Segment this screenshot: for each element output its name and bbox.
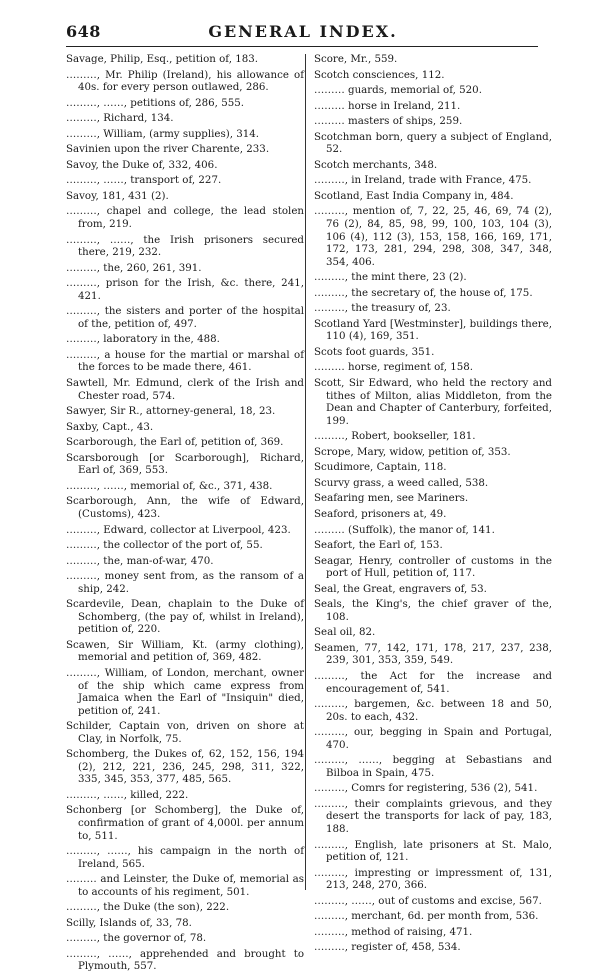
index-entry: ………, merchant, 6d. per month from, 536. [314, 910, 539, 923]
index-entry: ………, the collector of the port of, 55. [66, 539, 263, 552]
index-entry: ………, impresting or impressment of, 131, 213, 248, 270, 366. [314, 866, 552, 892]
index-entry: Scarsborough [or Scarborough], Richard, Earl of, 369, 553. [66, 451, 304, 477]
index-entry: Sawtell, Mr. Edmund, clerk of the Irish and Chester road, 574. [66, 377, 304, 402]
index-entry: Seamen, 77, 142, 171, 178, 217, 237, 238, 239, 301, 353, 359, 549. [314, 641, 552, 667]
index-entry: ………, Robert, bookseller, 181. [314, 430, 476, 443]
index-entry: ………, the Duke (the son), 222. [66, 901, 230, 914]
index-entry: ………, Richard, 134. [66, 112, 174, 125]
index-entry: Scarborough, Ann, the wife of Edward, (Customs), 423. [66, 495, 304, 520]
index-entry: ………, ……, transport of, 227. [66, 174, 222, 187]
index-entry: ………, chapel and college, the lead stolen from, 219. [66, 205, 304, 231]
index-entry: Scott, Sir Edward, who held the rectory and tithes of Milton, alias Middleton, from the Dean and Chapter of Canterbury, forfeited, 199. [314, 377, 552, 427]
index-entry: ………, Edward, collector at Liverpool, 423. [66, 523, 291, 536]
index-entry: ………, William, of London, merchant, owner of the ship which came express from Jamaica when the Earl of "Insiquin" died, petition of, 241. [66, 666, 304, 717]
index-entry: ………, ……, out of customs and excise, 567. [314, 894, 542, 907]
index-entry: ……… guards, memorial of, 520. [314, 84, 482, 97]
index-entry: ………, English, late prisoners at St. Malo, petition of, 121. [314, 838, 552, 864]
index-entry: Score, Mr., 559. [314, 53, 398, 65]
index-entry: Savoy, the Duke of, 332, 406. [66, 158, 218, 171]
index-entry: ………, ……, memorial of, &c., 371, 438. [66, 479, 273, 492]
index-entry: ………, the mint there, 23 (2). [314, 271, 467, 284]
page-number: 648 [66, 22, 101, 41]
index-column-right [314, 53, 552, 957]
index-entry: Scotland Yard [Westminster], buildings there, 110 (4), 169, 351. [314, 317, 552, 343]
index-entry: ………, method of raising, 471. [314, 925, 473, 938]
index-entry: ………, their complaints grievous, and they desert the transports for lack of pay, 183, 188. [314, 797, 552, 835]
index-entry: Seaford, prisoners at, 49. [314, 507, 447, 520]
index-entry: ………, Comrs for registering, 536 (2), 541. [314, 782, 538, 795]
index-entry: ………, laboratory in the, 488. [66, 333, 220, 346]
index-entry: Savinien upon the river Charente, 233. [66, 143, 270, 156]
index-entry: ……… horse, regiment of, 158. [314, 361, 474, 374]
index-entry: Schilder, Captain von, driven on shore at Clay, in Norfolk, 75. [66, 720, 304, 745]
index-entry: Scurvy grass, a weed called, 538. [314, 476, 489, 489]
index-entry: Scotch consciences, 112. [314, 68, 445, 81]
index-entry: Scarborough, the Earl of, petition of, 369. [66, 436, 284, 449]
index-entry: ………, the sisters and porter of the hospital of the, petition of, 497. [66, 305, 304, 330]
index-entry: Scotland, East India Company in, 484. [314, 189, 514, 202]
index-entry: Scotchman born, query a subject of England, 52. [314, 130, 552, 156]
index-entry: ………, the treasury of, 23. [314, 302, 451, 315]
index-entry: Seals, the King's, the chief graver of the, 108. [314, 598, 552, 623]
index-entry: ………, our, begging in Spain and Portugal, 470. [314, 726, 552, 751]
index-entry: ………, ……, the Irish prisoners secured there, 219, 232. [66, 233, 304, 259]
index-entry: ………, the secretary of, the house of, 175. [314, 286, 533, 299]
index-entry: ……… horse in Ireland, 211. [314, 99, 461, 112]
index-entry: Seal oil, 82. [314, 626, 376, 639]
index-entry: ………, the, 260, 261, 391. [66, 261, 202, 274]
index-entry: Schonberg [or Schomberg], the Duke of, confirmation of grant of 4,000l. per annum to, 511. [66, 804, 304, 842]
index-entry: ………, mention of, 7, 22, 25, 46, 69, 74 (2), 76 (2), 84, 85, 98, 99, 100, 103, 104 (3), 106 (4), 112 (3), 153, 158, 166, 169, 171, 172, 173, 281, 294, 298, 308, 347, 348, 354, 406. [314, 205, 552, 268]
index-entry: ………, the Act for the increase and encouragement of, 541. [314, 669, 552, 695]
index-entry: Scardevile, Dean, chaplain to the Duke of Schomberg, (the pay of, whilst in Ireland), petition of, 220. [66, 598, 304, 636]
index-entry: Seafort, the Earl of, 153. [314, 539, 443, 552]
index-entry: ………, the, man-of-war, 470. [66, 554, 214, 567]
index-entry: Savoy, 181, 431 (2). [66, 189, 169, 202]
index-entry: ………, ……, apprehended and brought to Plymouth, 557. [66, 947, 304, 973]
index-entry: Sawyer, Sir R., attorney-general, 18, 23. [66, 405, 276, 418]
index-entry: Seal, the Great, engravers of, 53. [314, 582, 487, 595]
index-entry: Scotch merchants, 348. [314, 158, 438, 171]
index-entry: Savage, Philip, Esq., petition of, 183. [66, 53, 259, 65]
index-entry: Seafaring men, see Mariners. [314, 492, 469, 505]
index-entry: Saxby, Capt., 43. [66, 420, 154, 433]
index-entry: Scawen, Sir William, Kt. (army clothing), memorial and petition of, 369, 482. [66, 638, 304, 664]
index-entry: ………, register of, 458, 534. [314, 941, 461, 954]
index-entry: Scudimore, Captain, 118. [314, 461, 447, 474]
index-entry: ………, in Ireland, trade with France, 475. [314, 174, 532, 187]
index-entry: ………, money sent from, as the ransom of a ship, 242. [66, 570, 304, 595]
index-entry: ………, Mr. Philip (Ireland), his allowance of 40s. for every person outlawed, 286. [66, 68, 304, 94]
index-entry: Scrope, Mary, widow, petition of, 353. [314, 445, 511, 458]
index-entry: ………, William, (army supplies), 314. [66, 127, 260, 140]
index-entry: ………, ……, begging at Sebastians and Bilboa in Spain, 475. [314, 754, 552, 779]
index-entry: ………, ……, petitions of, 286, 555. [66, 96, 245, 109]
index-entry: ………, prison for the Irish, &c. there, 241, 421. [66, 277, 304, 302]
index-entry: Scilly, Islands of, 33, 78. [66, 916, 192, 929]
header-rule [66, 46, 538, 47]
index-entry: ………, ……, his campaign in the north of Ireland, 565. [66, 845, 304, 870]
index-entry: ………, a house for the martial or marshal of the forces to be made there, 461. [66, 348, 304, 374]
column-divider [305, 54, 306, 890]
index-entry: ……… (Suffolk), the manor of, 141. [314, 523, 495, 536]
index-entry: Scots foot guards, 351. [314, 345, 435, 358]
index-column-left [66, 53, 304, 976]
index-entry: Seagar, Henry, controller of customs in the port of Hull, petition of, 117. [314, 554, 552, 580]
page-title: GENERAL INDEX. [208, 22, 398, 41]
index-entry: ……… and Leinster, the Duke of, memorial as to accounts of his regiment, 501. [66, 873, 304, 898]
index-entry: Schomberg, the Dukes of, 62, 152, 156, 194 (2), 212, 221, 236, 245, 298, 311, 322, 335, 345, 353, 377, 485, 565. [66, 748, 304, 786]
index-entry: ………, bargemen, &c. between 18 and 50, 20s. to each, 432. [314, 698, 552, 723]
index-entry: ……… masters of ships, 259. [314, 115, 463, 128]
index-entry: ………, ……, killed, 222. [66, 788, 189, 801]
index-entry: ………, the governor of, 78. [66, 932, 207, 945]
